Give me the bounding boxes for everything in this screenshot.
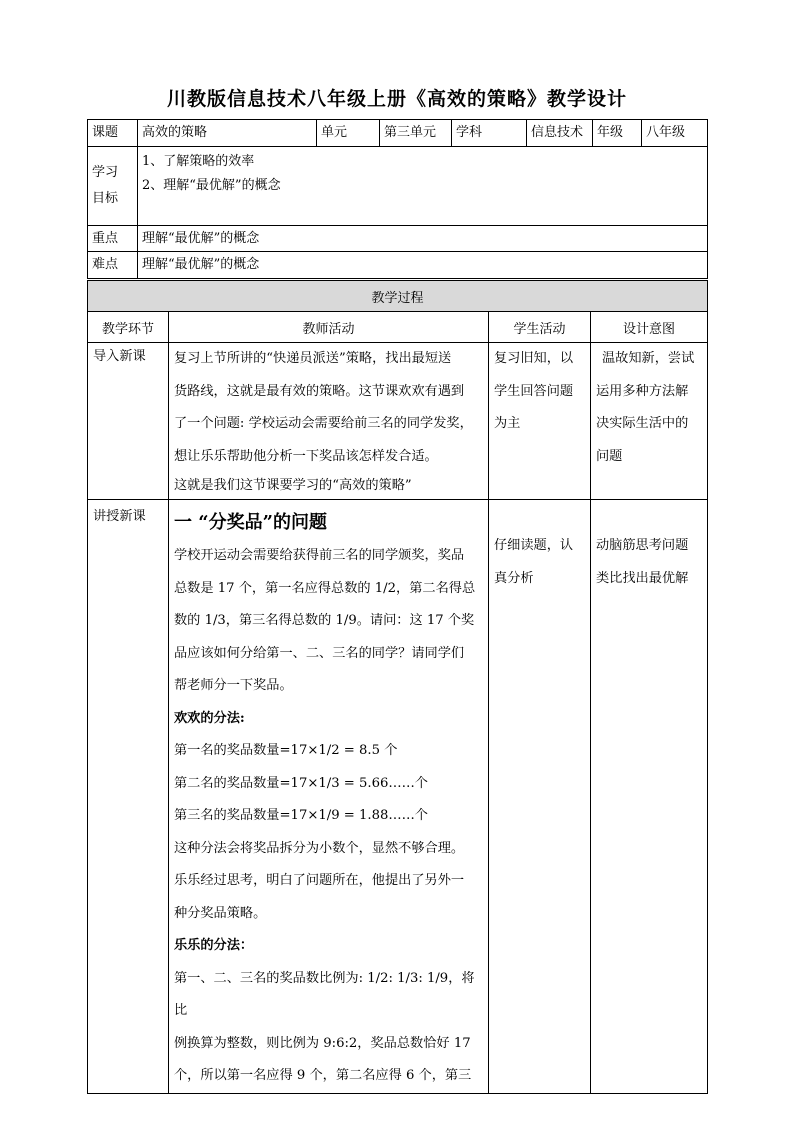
subject-value: 信息技术 [527,120,593,147]
intro-stage-label: 导入新课 [93,349,146,364]
difficulty-value: 理解“最优解”的概念 [138,252,708,279]
intro-intent-line: 问题 [596,448,623,464]
huanhuan-title: 欢欢的分法: [174,710,245,726]
difficulty-label: 难点 [88,252,138,279]
grade-label: 年级 [593,120,642,147]
lecture-intent-line: 类比找出最优解 [596,570,689,586]
section-title: 一 “分奖品”的问题 [174,512,327,533]
lecture-student-line: 仔细读题，认 [494,538,574,553]
lele-line: 第一、二、三名的奖品数比例为: 1/2: 1/3: 1/9，将比 [174,970,475,1018]
intro-intent-line: 决实际生活中的 [596,416,689,431]
after-huanhuan-line: 这种分法会将奖品拆分为小数个，显然不够合理。 [174,840,465,856]
lecture-teacher [169,500,489,1094]
unit-value: 第三单元 [380,120,452,147]
lecture-intent-line: 动脑筋思考问题 [596,538,689,553]
subject-label: 学科 [452,120,527,147]
goals-label-line-2: 目标 [92,191,119,206]
after-huanhuan-line: 乐乐经过思考，明白了问题所在，他提出了另外一 [174,873,465,888]
lecture-student-line: 真分析 [494,570,534,586]
problem-line: 学校开运动会需要给获得前三名的同学颁奖，奖品 [174,548,465,563]
process-table [87,280,708,1094]
intro-student-line: 复习旧知，以 [494,351,574,366]
intro-student [489,343,591,500]
column-header: 教师活动 [169,312,489,343]
lecture-stage [88,500,169,1094]
lecture-student [489,500,591,1094]
topic-label: 课题 [88,120,138,147]
goal-item: 1、了解策略的效率 [142,154,255,169]
intro-teacher-line: 货路线，这就是最有效的策略。这节课欢欢有遇到 [174,383,465,399]
lecture-intent [591,500,708,1094]
intro-student-line: 为主 [494,416,521,431]
intro-teacher [169,343,489,500]
intro-student-line: 学生回答问题 [494,383,574,399]
after-huanhuan-line: 种分奖品策略。 [174,905,267,921]
column-header: 教学环节 [88,312,169,343]
key-value: 理解“最优解”的概念 [138,226,708,252]
lele-title: 乐乐的分法： [174,938,254,953]
huanhuan-line: 第一名的奖品数量=17×1/2 = 8.5 个 [174,743,398,758]
intro-intent [591,343,708,500]
intro-intent-line: 温故知新，尝试 [602,351,695,366]
problem-line: 数的 1/3，第三名得总数的 1/9。请问：这 17 个奖 [174,613,475,628]
intro-teacher-line: 复习上节所讲的“快递员派送”策略，找出最短送 [174,351,452,366]
huanhuan-line: 第三名的奖品数量=17×1/9 = 1.88……个 [174,808,428,823]
huanhuan-line: 第二名的奖品数量=17×1/3 = 5.66……个 [174,775,428,791]
process-header: 教学过程 [88,281,708,312]
lele-line: 例换算为整数，则比例为 9:6:2，奖品总数恰好 17 [174,1035,471,1051]
intro-teacher-line: 了一个问题: 学校运动会需要给前三名的同学发奖， [174,416,473,431]
grade-value: 八年级 [642,120,708,147]
topic-value: 高效的策略 [138,120,317,147]
unit-label: 单元 [317,120,380,147]
column-header: 设计意图 [591,312,708,343]
problem-line: 总数是 17 个，第一名应得总数的 1/2，第二名得总 [174,580,476,596]
goals-value [138,147,708,226]
intro-teacher-line: 想让乐乐帮助他分析一下奖品该怎样发合适。 [174,448,438,464]
intro-teacher-line: 这就是我们这节课要学习的“高效的策略” [174,478,412,493]
problem-line: 帮老师分一下奖品。 [174,678,293,693]
goal-item: 2、理解“最优解”的概念 [142,178,281,193]
goals-label-line-1: 学习 [92,165,119,180]
goals-label [88,147,138,226]
intro-stage [88,343,169,500]
column-header: 学生活动 [489,312,591,343]
lecture-stage-label: 讲授新课 [93,509,146,524]
intro-intent-line: 运用多种方法解 [596,383,689,399]
lele-line: 个，所以第一名应得 9 个，第二名应得 6 个，第三 [174,1068,472,1083]
problem-line: 品应该如何分给第一、二、三名的同学？请同学们 [174,645,465,661]
info-table [87,119,708,279]
key-label: 重点 [88,226,138,252]
page-title: 川教版信息技术八年级上册《高效的策略》教学设计 [166,88,627,110]
